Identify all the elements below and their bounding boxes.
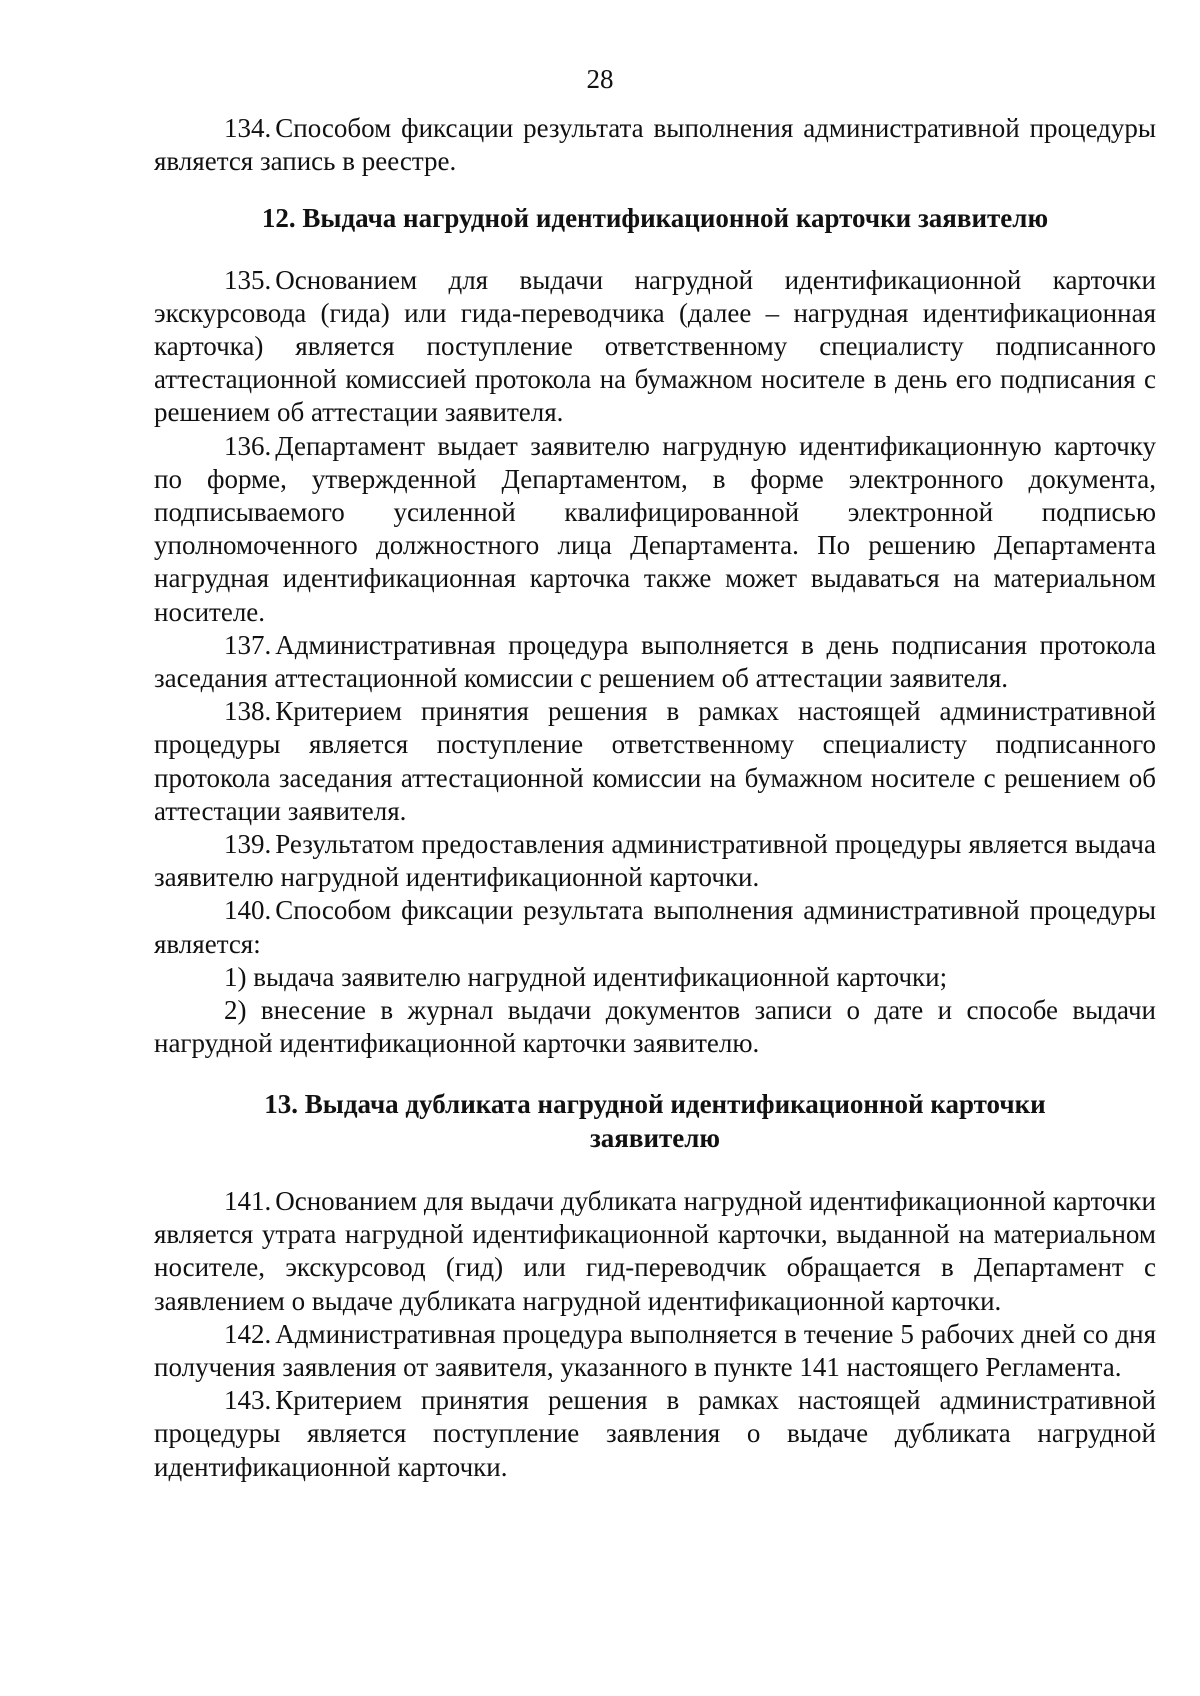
paragraph-number: 136. xyxy=(224,430,272,461)
paragraph-number: 143. xyxy=(224,1385,272,1416)
page-number: 28 xyxy=(586,64,614,94)
paragraph-text: Административная процедура выполняется в день подписания протокола заседания аттестационной комиссии с решением об аттестации заявителя. xyxy=(154,629,1156,694)
paragraph-number: 140. xyxy=(224,895,272,926)
paragraph-135 xyxy=(154,264,1156,430)
paragraph-text: Основанием для выдачи нагрудной идентификационной карточки экскурсовода (гида) или гида-переводчика (далее – нагрудная идентификационная карточка) является поступление ответственному специалисту подписанного аттестационной комиссией протокола на бумажном носителе в день его подписания с решением об аттестации заявителя. xyxy=(154,264,1156,428)
paragraph-text: Результатом предоставления административной процедуры является выдача заявителю нагрудной идентификационной карточки. xyxy=(154,829,1156,893)
paragraph-140 xyxy=(154,894,1156,960)
paragraph-number: 142. xyxy=(224,1318,272,1349)
document-body xyxy=(154,112,1156,1484)
paragraph-text: Департамент выдает заявителю нагрудную идентификационную карточку по форме, утвержденной Департаментом, в форме электронного документа, подписываемого усиленной квалифицированной электронной подписью уполномоченного должностного лица Департамента. По решению Департамента нагрудная идентификационная карточка также может выдаваться на материальном носителе. xyxy=(154,430,1156,627)
paragraph-text: Основанием для выдачи дубликата нагрудной идентификационной карточки является утрата нагрудной идентификационной карточки, выданной на материальном носителе, экскурсовод (гид) или гид-переводчик обращается в Департамент с заявлением о выдаче дубликата нагрудной идентификационной карточки. xyxy=(154,1185,1156,1316)
paragraph-text: Критерием принятия решения в рамках настоящей административной процедуры является поступление заявления о выдаче дубликата нагрудной идентификационной карточки. xyxy=(154,1385,1156,1482)
paragraph-text: Административная процедура выполняется в течение 5 рабочих дней со дня получения заявления от заявителя, указанного в пункте 141 настоящего Регламента. xyxy=(154,1318,1156,1382)
list-item-2: 2) внесение в журнал выдачи документов записи о дате и способе выдачи нагрудной идентификационной карточки заявителю. xyxy=(154,995,1156,1059)
paragraph-number: 141. xyxy=(224,1185,272,1216)
paragraph-number: 138. xyxy=(224,696,272,727)
paragraph-number: 135. xyxy=(224,264,272,295)
paragraph-143 xyxy=(154,1384,1156,1484)
paragraph-137 xyxy=(154,629,1156,695)
paragraph-134 xyxy=(154,112,1156,178)
paragraph-number: 139. xyxy=(224,829,272,860)
paragraph-text: Способом фиксации результата выполнения административной процедуры является: xyxy=(154,895,1156,959)
paragraph-number: 137. xyxy=(224,629,272,660)
section-13-heading: 13. Выдача дубликата нагрудной идентификационной карточки заявителю xyxy=(264,1089,1046,1153)
list-item-1: 1) выдача заявителю нагрудной идентификационной карточки; xyxy=(224,961,948,992)
paragraph-number: 134. xyxy=(224,113,272,143)
paragraph-136 xyxy=(154,430,1156,629)
section-12-heading: 12. Выдача нагрудной идентификационной карточки заявителю xyxy=(261,203,1049,234)
paragraph-139 xyxy=(154,828,1156,894)
paragraph-text: Критерием принятия решения в рамках настоящей административной процедуры является поступление ответственному специалисту подписанного протокола заседания аттестационной комиссии на бумажном носителе с решением об аттестации заявителя. xyxy=(154,696,1156,826)
paragraph-142 xyxy=(154,1318,1156,1384)
paragraph-text: Способом фиксации результата выполнения административной процедуры является запись в реестре. xyxy=(154,113,1156,177)
paragraph-138 xyxy=(154,695,1156,828)
paragraph-141 xyxy=(154,1185,1156,1318)
